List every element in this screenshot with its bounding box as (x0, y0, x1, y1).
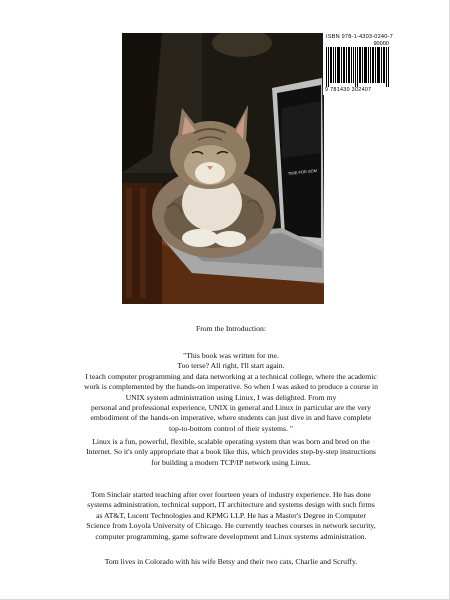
bio-line: systems administration, technical support, IT architecture and systems design with such firms (87, 500, 375, 510)
cover-photo-cat-on-laptop (122, 33, 324, 304)
intro-heading: From the Introduction: (195, 324, 267, 333)
closing-line: Tom lives in Colorado with his wife Betsy and their two cats, Charlie and Scruffy. (104, 557, 358, 566)
quote-line: Too terse? All right, I'll start again. (177, 361, 285, 371)
price-code: 90000 (373, 41, 389, 47)
cat-laptop-illustration (122, 33, 324, 304)
bio-line: Science from Loyola University of Chicago. He currently teaches courses in network security, (86, 521, 376, 531)
author-bio (60, 490, 402, 542)
barcode-digits: 9 781430 302407 (325, 87, 372, 93)
quote-line: "This book was written for me. (183, 351, 279, 360)
bio-line: as AT&T, Lucent Technologies and KPMG LLP. He has a Master's Degree in Computer (96, 510, 366, 520)
paragraph-line: Linux is a fun, powerful, flexible, scalable operating system that was born and bred on the (92, 437, 370, 446)
bio-line: Tom Sinclair started teaching after over fourteen years of industry experience. He has done (91, 490, 371, 499)
bio-line: computer programming, game software development and Linux systems administration. (95, 531, 367, 541)
isbn-barcode (323, 33, 393, 95)
isbn-number: ISBN 978-1-4303-0240-7 (326, 34, 393, 40)
barcode-bars (325, 47, 391, 87)
laptop-screen-text: TIME FOR SOM (287, 167, 318, 176)
quote-line: personal and professional experience, UNIX in general and Linux in particular are the very (90, 403, 372, 413)
linux-paragraph (60, 437, 402, 468)
intro-quote (60, 351, 402, 434)
paragraph-line: for building a modern TCP/IP network using Linux. (151, 457, 311, 467)
quote-line: top-to-bottom control of their systems. " (169, 423, 293, 433)
quote-line: work is complemented by the hands-on imperative. So when I was asked to produce a course in (84, 382, 378, 392)
paragraph-line: Internet. So it's only appropriate that a book like this, which provides step-by-step instructions (86, 447, 376, 457)
quote-line: embodiment of the hands-on imperative, where students can just dive in and have complete (90, 413, 372, 423)
quote-line: I teach computer programming and data networking at a technical college, where the academic (85, 371, 377, 381)
quote-line: UNIX system administration using Linux, I was delighted. From my (125, 392, 337, 402)
